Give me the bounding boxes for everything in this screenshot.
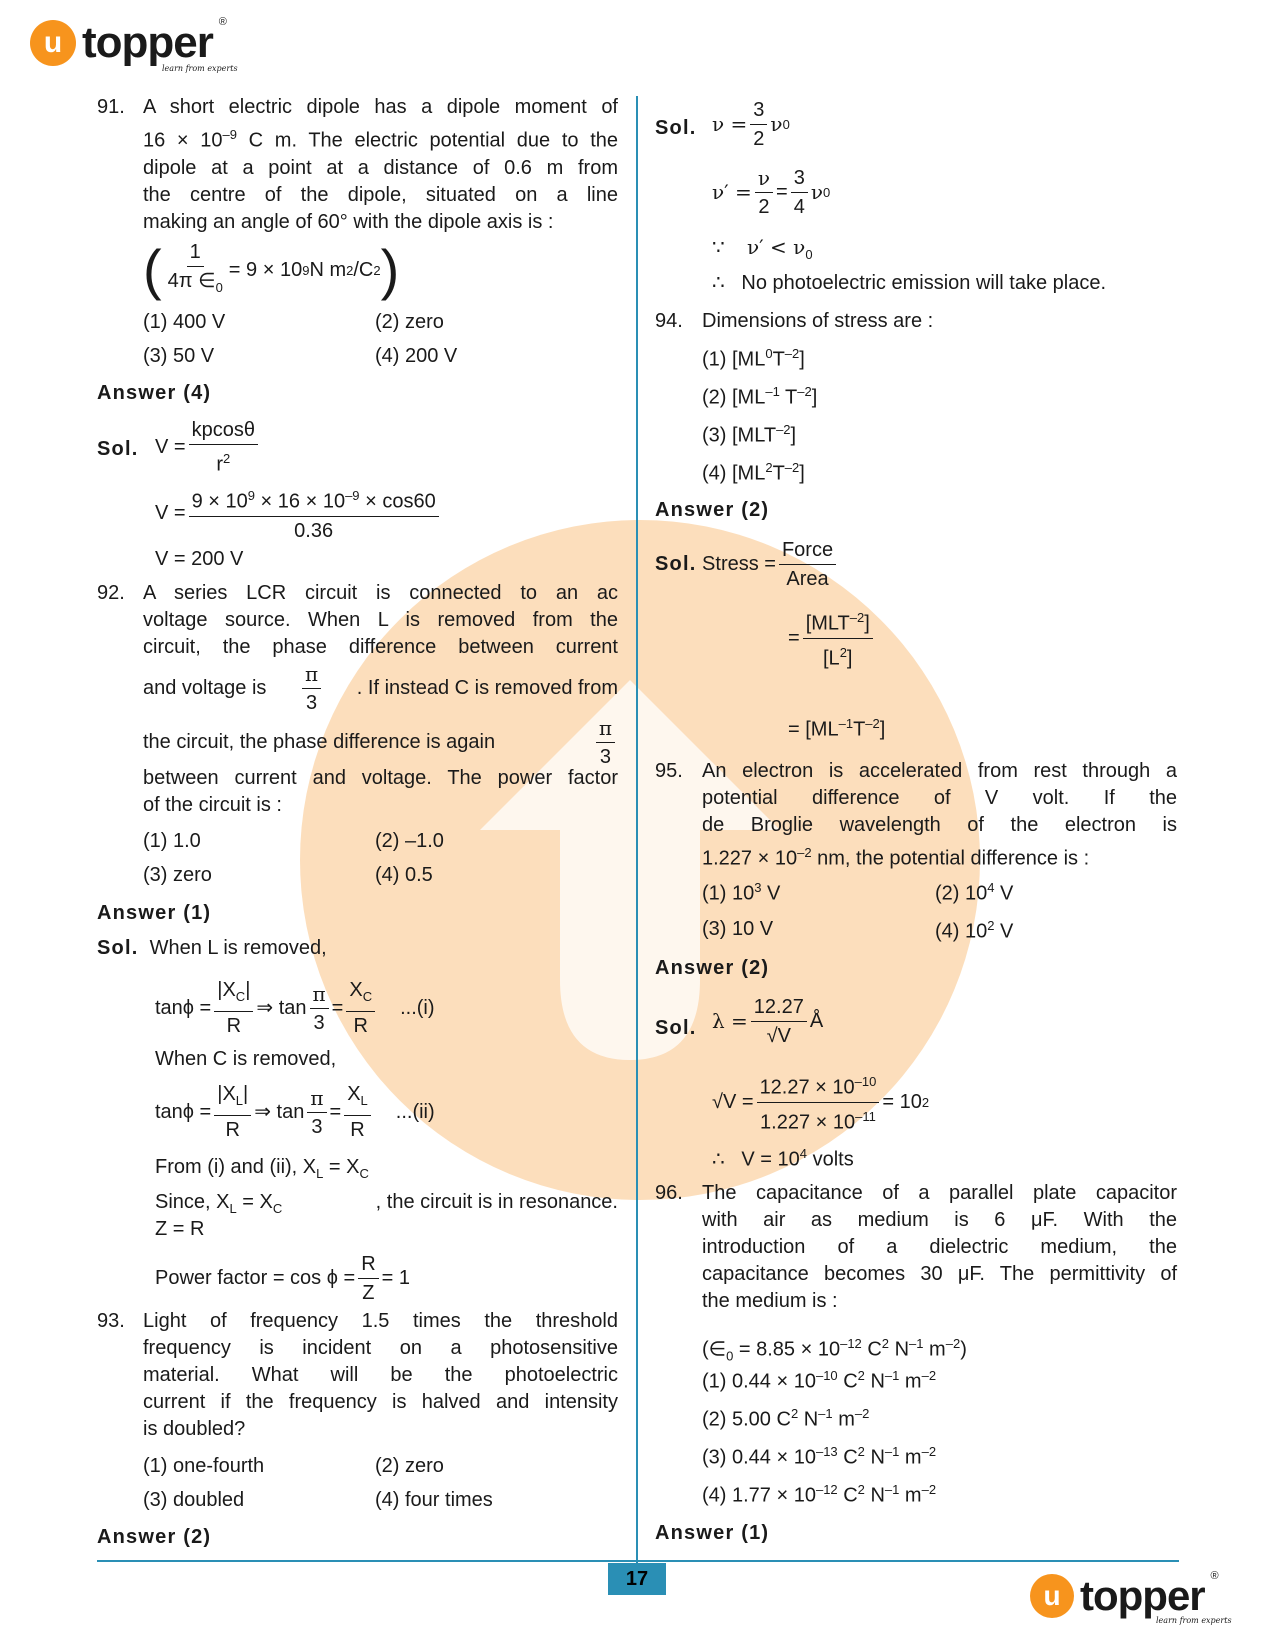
q96-option-1[interactable]: (1) $0.44 \times 10^{-10}$ $C^2$ $N^{-1}$ $m^{-2}$: [702, 1368, 937, 1393]
q93-option-4[interactable]: (4) four times: [375, 1489, 493, 1511]
q95-sol-step-1: λ = $\frac{12.27}{√V}$ Å: [712, 996, 824, 1047]
q92-option-4[interactable]: (4) 0.5: [375, 864, 433, 886]
footer-rule: [97, 1560, 1179, 1562]
q93-sol-step-1: ν = $\frac{3}{2}$ ν 0: [712, 99, 790, 150]
q95-sol-label: Sol.: [655, 1017, 697, 1039]
q95-option-4[interactable]: (4) $10^2$ V: [935, 918, 1014, 943]
q91-option-2[interactable]: (2) zero: [375, 311, 444, 333]
q95-text: An electron is accelerated from rest through a potential difference of V volt. If the de Broglie wavelength of the electron is $1.227 \times 10^{-2}$ nm, the potential difference is :: [702, 760, 1177, 870]
q91-answer: Answer (4): [97, 382, 212, 404]
q91-given-constant: ( $\frac{1}{4\pi \in_0}$ = 9 × 10 9 N m 2 /C 2 ): [143, 238, 400, 301]
q94-sol-step-1: Sol. Stress = $\frac{\text{Force}}{\text{Area}}$: [655, 538, 839, 591]
q92-number: 92.: [97, 582, 125, 604]
q91-sol-result: V = 200 V: [155, 548, 244, 570]
logo-u-icon: u: [30, 20, 76, 66]
q92-answer: Answer (1): [97, 902, 212, 924]
q92-sol-eq-2: tanϕ = $\frac{|X_L|}{R}$ ⇒ tan $\frac{\pi}{3}$ = $\frac{X_L}{R}$ ...(ii): [155, 1083, 435, 1141]
q92-text-line4: and voltage is $\frac{\pi}{3}$ . If instead C is removed from: [143, 662, 618, 714]
q91-text: A short electric dipole has a dipole moment of $16 \times 10^{-9}$ C m. The electric potential due to the dipole at a point at a distance of 0.6 m from the centre of the dipole, situated on a line making an angle of 60° with the dipole axis is :: [143, 96, 618, 233]
q93-option-3[interactable]: (3) doubled: [143, 1489, 245, 1511]
q94-option-2[interactable]: (2) [$ML^{-1}$ $T^{-2}$]: [702, 384, 818, 409]
q94-sol-step-2: = $\frac{[MLT^{-2}]}{[L^2]}$: [788, 606, 876, 670]
q91-option-3[interactable]: (3) 50 V: [143, 345, 215, 367]
q93-sol-label: Sol.: [655, 117, 697, 139]
q92-option-1[interactable]: (1) 1.0: [143, 830, 201, 852]
q92-sol-intro: Sol. When L is removed,: [97, 937, 327, 959]
footer-logo-wordmark: topper: [1080, 1572, 1205, 1619]
q94-sol-result: = $[ML^{-1}T^{-2}]$: [788, 716, 886, 741]
q91-sol-step-2: V = $\frac{9 \times 10^9 \times 16 \times 10^{-9} \times \cos 60}{0.36}$: [155, 484, 442, 543]
q91-sol-label: Sol.: [97, 438, 139, 460]
q93-sol-conclusion: ∴ No photoelectric emission will take place.: [712, 272, 1107, 294]
logo-reg-mark: ®: [218, 16, 227, 28]
q93-option-2[interactable]: (2) zero: [375, 1455, 444, 1477]
q93-option-1[interactable]: (1) one-fourth: [143, 1455, 265, 1477]
q95-answer: Answer (2): [655, 957, 770, 979]
header-logo: [30, 16, 238, 73]
column-divider: [636, 96, 638, 1584]
footer-logo-u-icon: u: [1030, 1574, 1074, 1618]
q91-number: 91.: [97, 96, 125, 118]
q95-number: 95.: [655, 760, 683, 782]
q96-option-2[interactable]: (2) 5.00 $C^2$ $N^{-1}$ $m^{-2}$: [702, 1406, 870, 1431]
q93-sol-step-3: ∵ $\nu' < \nu_0$: [712, 235, 813, 262]
q95-sol-step-2: √V = $\frac{12.27 \times 10^{-10}}{1.227 \times 10^{-11}}$ = 10 2: [712, 1070, 929, 1134]
page-number: 17: [608, 1563, 666, 1595]
q95-sol-result: ∴ $V = 10^4$ volts: [712, 1146, 854, 1171]
q94-option-3[interactable]: (3) $[MLT^{-2}]$: [702, 422, 797, 447]
q92-sol-step-4: Since, $X_L = X_C$ , the circuit is in resonance.: [155, 1191, 618, 1216]
q94-option-1[interactable]: (1) $[ML^0T^{-2}]$: [702, 346, 805, 371]
q94-number: 94.: [655, 310, 683, 332]
q92-sol-step-2: When C is removed,: [155, 1048, 337, 1070]
q92-sol-eq-1: tanϕ = $\frac{|X_C|}{R}$ ⇒ tan $\frac{\pi}{3}$ = $\frac{X_C}{R}$ ...(i): [155, 979, 435, 1037]
q96-text: The capacitance of a parallel plate capacitor with air as medium is 6 μF. With the introduction of a dielectric medium, the capacitance becomes 30 μF. The permittivity of the medium is :: [702, 1182, 1177, 1312]
q96-given: ($\in_0 = 8.85 \times 10^{-12}$ $C^2$ $N^{-1}$ $m^{-2}$): [702, 1336, 967, 1364]
q95-option-1[interactable]: (1) $10^3$ V: [702, 880, 781, 905]
q95-option-2[interactable]: (2) $10^4$ V: [935, 880, 1014, 905]
footer-logo: [1030, 1570, 1232, 1625]
q94-answer: Answer (2): [655, 499, 770, 521]
q93-sol-step-2: ν′ = $\frac{\nu}{2}$ = $\frac{3}{4}$ ν 0: [712, 166, 831, 218]
q92-sol-step-5: Z = R: [155, 1218, 205, 1240]
q92-text-line5: the circuit, the phase difference is again $\frac{\pi}{3}$: [143, 716, 618, 769]
q94-text: Dimensions of stress are :: [702, 310, 934, 332]
q93-text: Light of frequency 1.5 times the threshold frequency is incident on a photosensitive material. What will be the photoelectric current if the frequency is halved and intensity is doubled?: [143, 1310, 618, 1440]
q91-option-4[interactable]: (4) 200 V: [375, 345, 458, 367]
q93-answer: Answer (2): [97, 1526, 212, 1548]
q96-option-4[interactable]: (4) $1.77 \times 10^{-12}$ $C^2$ $N^{-1}$ $m^{-2}$: [702, 1482, 937, 1507]
logo-wordmark: topper: [82, 18, 213, 67]
logo-tagline: learn from experts: [162, 64, 238, 73]
q92-text-bottom: between current and voltage. The power factor of the circuit is :: [143, 767, 618, 816]
q96-answer: Answer (1): [655, 1522, 770, 1544]
q92-text-top: A series LCR circuit is connected to an ac voltage source. When L is removed from the circuit, the phase difference between current: [143, 582, 618, 658]
q92-option-2[interactable]: (2) –1.0: [375, 830, 444, 852]
q91-option-1[interactable]: (1) 400 V: [143, 311, 226, 333]
q94-option-4[interactable]: (4) $[ML^2T^{-2}]$: [702, 460, 805, 485]
q92-option-3[interactable]: (3) zero: [143, 864, 212, 886]
q96-option-3[interactable]: (3) $0.44 \times 10^{-13}$ $C^2$ $N^{-1}$ $m^{-2}$: [702, 1444, 937, 1469]
footer-logo-reg-mark: ®: [1210, 1570, 1219, 1582]
q92-sol-step-3: From (i) and (ii), $X_L = X_C$: [155, 1156, 369, 1181]
q93-number: 93.: [97, 1310, 125, 1332]
q91-sol-step-1: V = $\frac{kpcos\theta}{r^2}$: [155, 418, 261, 477]
q92-sol-power-factor: Power factor = cos ϕ = $\frac{R}{Z}$ = 1: [155, 1253, 410, 1304]
q95-option-3[interactable]: (3) 10 V: [702, 918, 774, 940]
footer-logo-tagline: learn from experts: [1156, 1616, 1232, 1625]
q96-number: 96.: [655, 1182, 683, 1204]
